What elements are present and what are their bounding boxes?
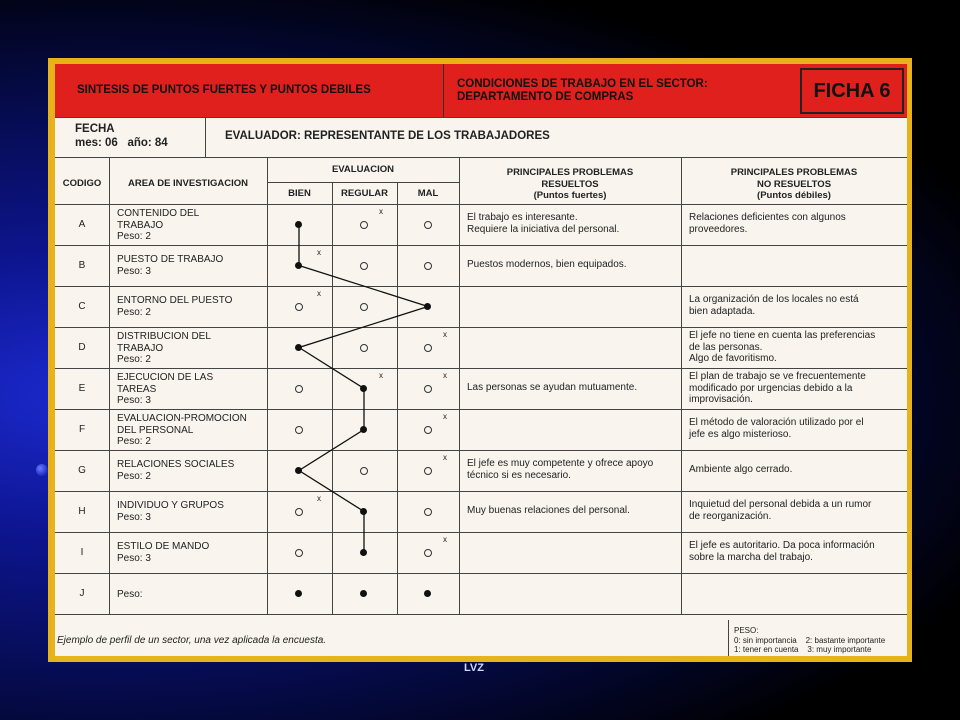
x-mark: x — [443, 412, 447, 421]
row-area-line: Peso: 3 — [117, 265, 151, 277]
ficha-sheet — [55, 64, 907, 656]
x-mark: x — [379, 207, 383, 216]
row-weakness-line: El jefe no tiene en cuenta las preferencias — [689, 330, 876, 341]
col-no-resueltos-line2: NO RESUELTOS — [756, 178, 832, 190]
row-strength-line: técnico si es necesario. — [467, 469, 571, 481]
x-mark: x — [443, 535, 447, 544]
row-area-line: CONTENIDO DEL — [117, 208, 200, 219]
row-code: J — [79, 587, 85, 599]
row-code: B — [78, 259, 86, 271]
peso-3: 3: muy importante — [807, 645, 872, 654]
col-resueltos-line2: RESUELTOS — [541, 178, 599, 190]
row-area-line: Peso: 3 — [117, 395, 151, 406]
row-area-line: PUESTO DE TRABAJO — [117, 254, 224, 265]
row-area-line: ENTORNO DEL PUESTO — [117, 295, 233, 306]
row-strength-line: El trabajo es interesante. — [467, 212, 578, 223]
row-area-line: TAREAS — [117, 383, 157, 395]
row-strength-line: Las personas se ayudan mutuamente. — [467, 382, 638, 393]
row-area-line: TRABAJO — [117, 219, 164, 231]
peso-2: 2: bastante importante — [805, 635, 886, 645]
profile-line — [55, 64, 907, 656]
row-area-line: Peso: 2 — [117, 470, 151, 482]
row-area-line: Peso: — [117, 589, 143, 600]
col-no-resueltos-line1: PRINCIPALES PROBLEMAS — [730, 167, 858, 178]
row-weakness-line: improvisación. — [689, 394, 753, 405]
row-weakness-line: de reorganización. — [689, 510, 772, 522]
peso-title: PESO: — [734, 626, 759, 635]
row-code: F — [78, 423, 86, 435]
col-regular: REGULAR — [341, 188, 388, 199]
row-weakness-line: Algo de favoritismo. — [689, 353, 777, 364]
row-code: C — [78, 300, 86, 312]
row-area-line: RELACIONES SOCIALES — [117, 459, 235, 470]
row-weakness-line: Relaciones deficientes con algunos — [689, 212, 846, 223]
row-code: I — [80, 546, 84, 558]
row-code: E — [78, 382, 86, 394]
row-area-line: TRABAJO — [117, 342, 164, 354]
peso-0: 0: sin importancia — [734, 635, 797, 645]
ficha-label: FICHA 6 — [800, 68, 904, 114]
row-code: A — [78, 218, 86, 230]
fecha-anio: año: 84 — [127, 137, 168, 149]
peso-legend — [734, 626, 885, 655]
row-weakness-line: Ambiente algo cerrado. — [689, 464, 793, 475]
footer-divider — [728, 620, 729, 656]
row-area-line: Peso: 2 — [117, 231, 151, 242]
row-code: G — [78, 464, 86, 476]
row-area-line: Peso: 3 — [117, 552, 151, 564]
row-weakness-line: El método de valoración utilizado por el — [689, 417, 864, 428]
col-area: AREA DE INVESTIGACION — [128, 178, 248, 189]
fecha-label: FECHA — [75, 123, 115, 135]
x-mark: x — [443, 453, 447, 462]
row-weakness-line: Inquietud del personal debida a un rumor — [689, 499, 872, 510]
col-mal: MAL — [417, 188, 439, 199]
slide-bullet — [36, 464, 48, 476]
row-weakness-line: modificado por urgencias debido a la — [689, 382, 853, 394]
row-weakness-line: proveedores. — [689, 223, 748, 235]
col-resueltos-line3: (Puntos fuertes) — [533, 190, 607, 201]
row-strength-line: Requiere la iniciativa del personal. — [467, 223, 620, 235]
col-bien: BIEN — [288, 188, 311, 199]
row-area-line: Peso: 3 — [117, 511, 151, 523]
row-strength-line: El jefe es muy competente y ofrece apoyo — [467, 458, 654, 469]
row-area-line: DISTRIBUCION DEL — [117, 331, 211, 342]
row-weakness-line: La organización de los locales no está — [689, 294, 859, 305]
row-strength-line: Muy buenas relaciones del personal. — [467, 505, 630, 516]
slide-footer: LVZ — [464, 662, 484, 674]
footer-caption: Ejemplo de perfil de un sector, una vez aplicada la encuesta. — [57, 635, 327, 646]
row-area-line: INDIVIDUO Y GRUPOS — [117, 500, 224, 511]
row-area-line: ESTILO DE MANDO — [117, 541, 210, 552]
row-weakness-line: de las personas. — [689, 341, 763, 353]
peso-1: 1: tener en cuenta — [734, 645, 799, 654]
x-mark: x — [317, 494, 321, 503]
fecha-mes: mes: 06 — [75, 137, 118, 149]
row-weakness-line: sobre la marcha del trabajo. — [689, 551, 813, 563]
row-area-line: Peso: 2 — [117, 306, 151, 318]
row-weakness-line: jefe es algo misterioso. — [689, 428, 792, 440]
x-mark: x — [379, 371, 383, 380]
row-code: H — [78, 505, 86, 517]
x-mark: x — [443, 371, 447, 380]
row-weakness-line: El jefe es autoritario. Da poca información — [689, 540, 875, 551]
col-evaluacion: EVALUACION — [331, 164, 395, 175]
row-weakness-line: bien adaptada. — [689, 305, 756, 317]
evaluador: EVALUADOR: REPRESENTANTE DE LOS TRABAJADORES — [225, 130, 550, 142]
x-mark: x — [317, 289, 321, 298]
x-mark: x — [317, 248, 321, 257]
header-center-line2: DEPARTAMENTO DE COMPRAS — [457, 91, 634, 103]
x-mark: x — [443, 330, 447, 339]
row-area-line: DEL PERSONAL — [117, 424, 194, 436]
col-resueltos-line1: PRINCIPALES PROBLEMAS — [506, 167, 634, 178]
row-weakness-line: El plan de trabajo se ve frecuentemente — [689, 371, 866, 382]
col-no-resueltos-line3: (Puntos débiles) — [757, 190, 831, 201]
row-area-line: EVALUACION-PROMOCION — [117, 413, 247, 424]
row-code: D — [78, 341, 86, 353]
row-strength-line: Puestos modernos, bien equipados. — [467, 259, 627, 270]
header-left-title: SINTESIS DE PUNTOS FUERTES Y PUNTOS DEBILES — [77, 84, 371, 96]
row-area-line: EJECUCION DE LAS — [117, 372, 214, 383]
header-center-line1: CONDICIONES DE TRABAJO EN EL SECTOR: — [457, 78, 708, 90]
row-area-line: Peso: 2 — [117, 436, 151, 447]
col-codigo: CODIGO — [62, 178, 102, 189]
row-area-line: Peso: 2 — [117, 354, 151, 365]
